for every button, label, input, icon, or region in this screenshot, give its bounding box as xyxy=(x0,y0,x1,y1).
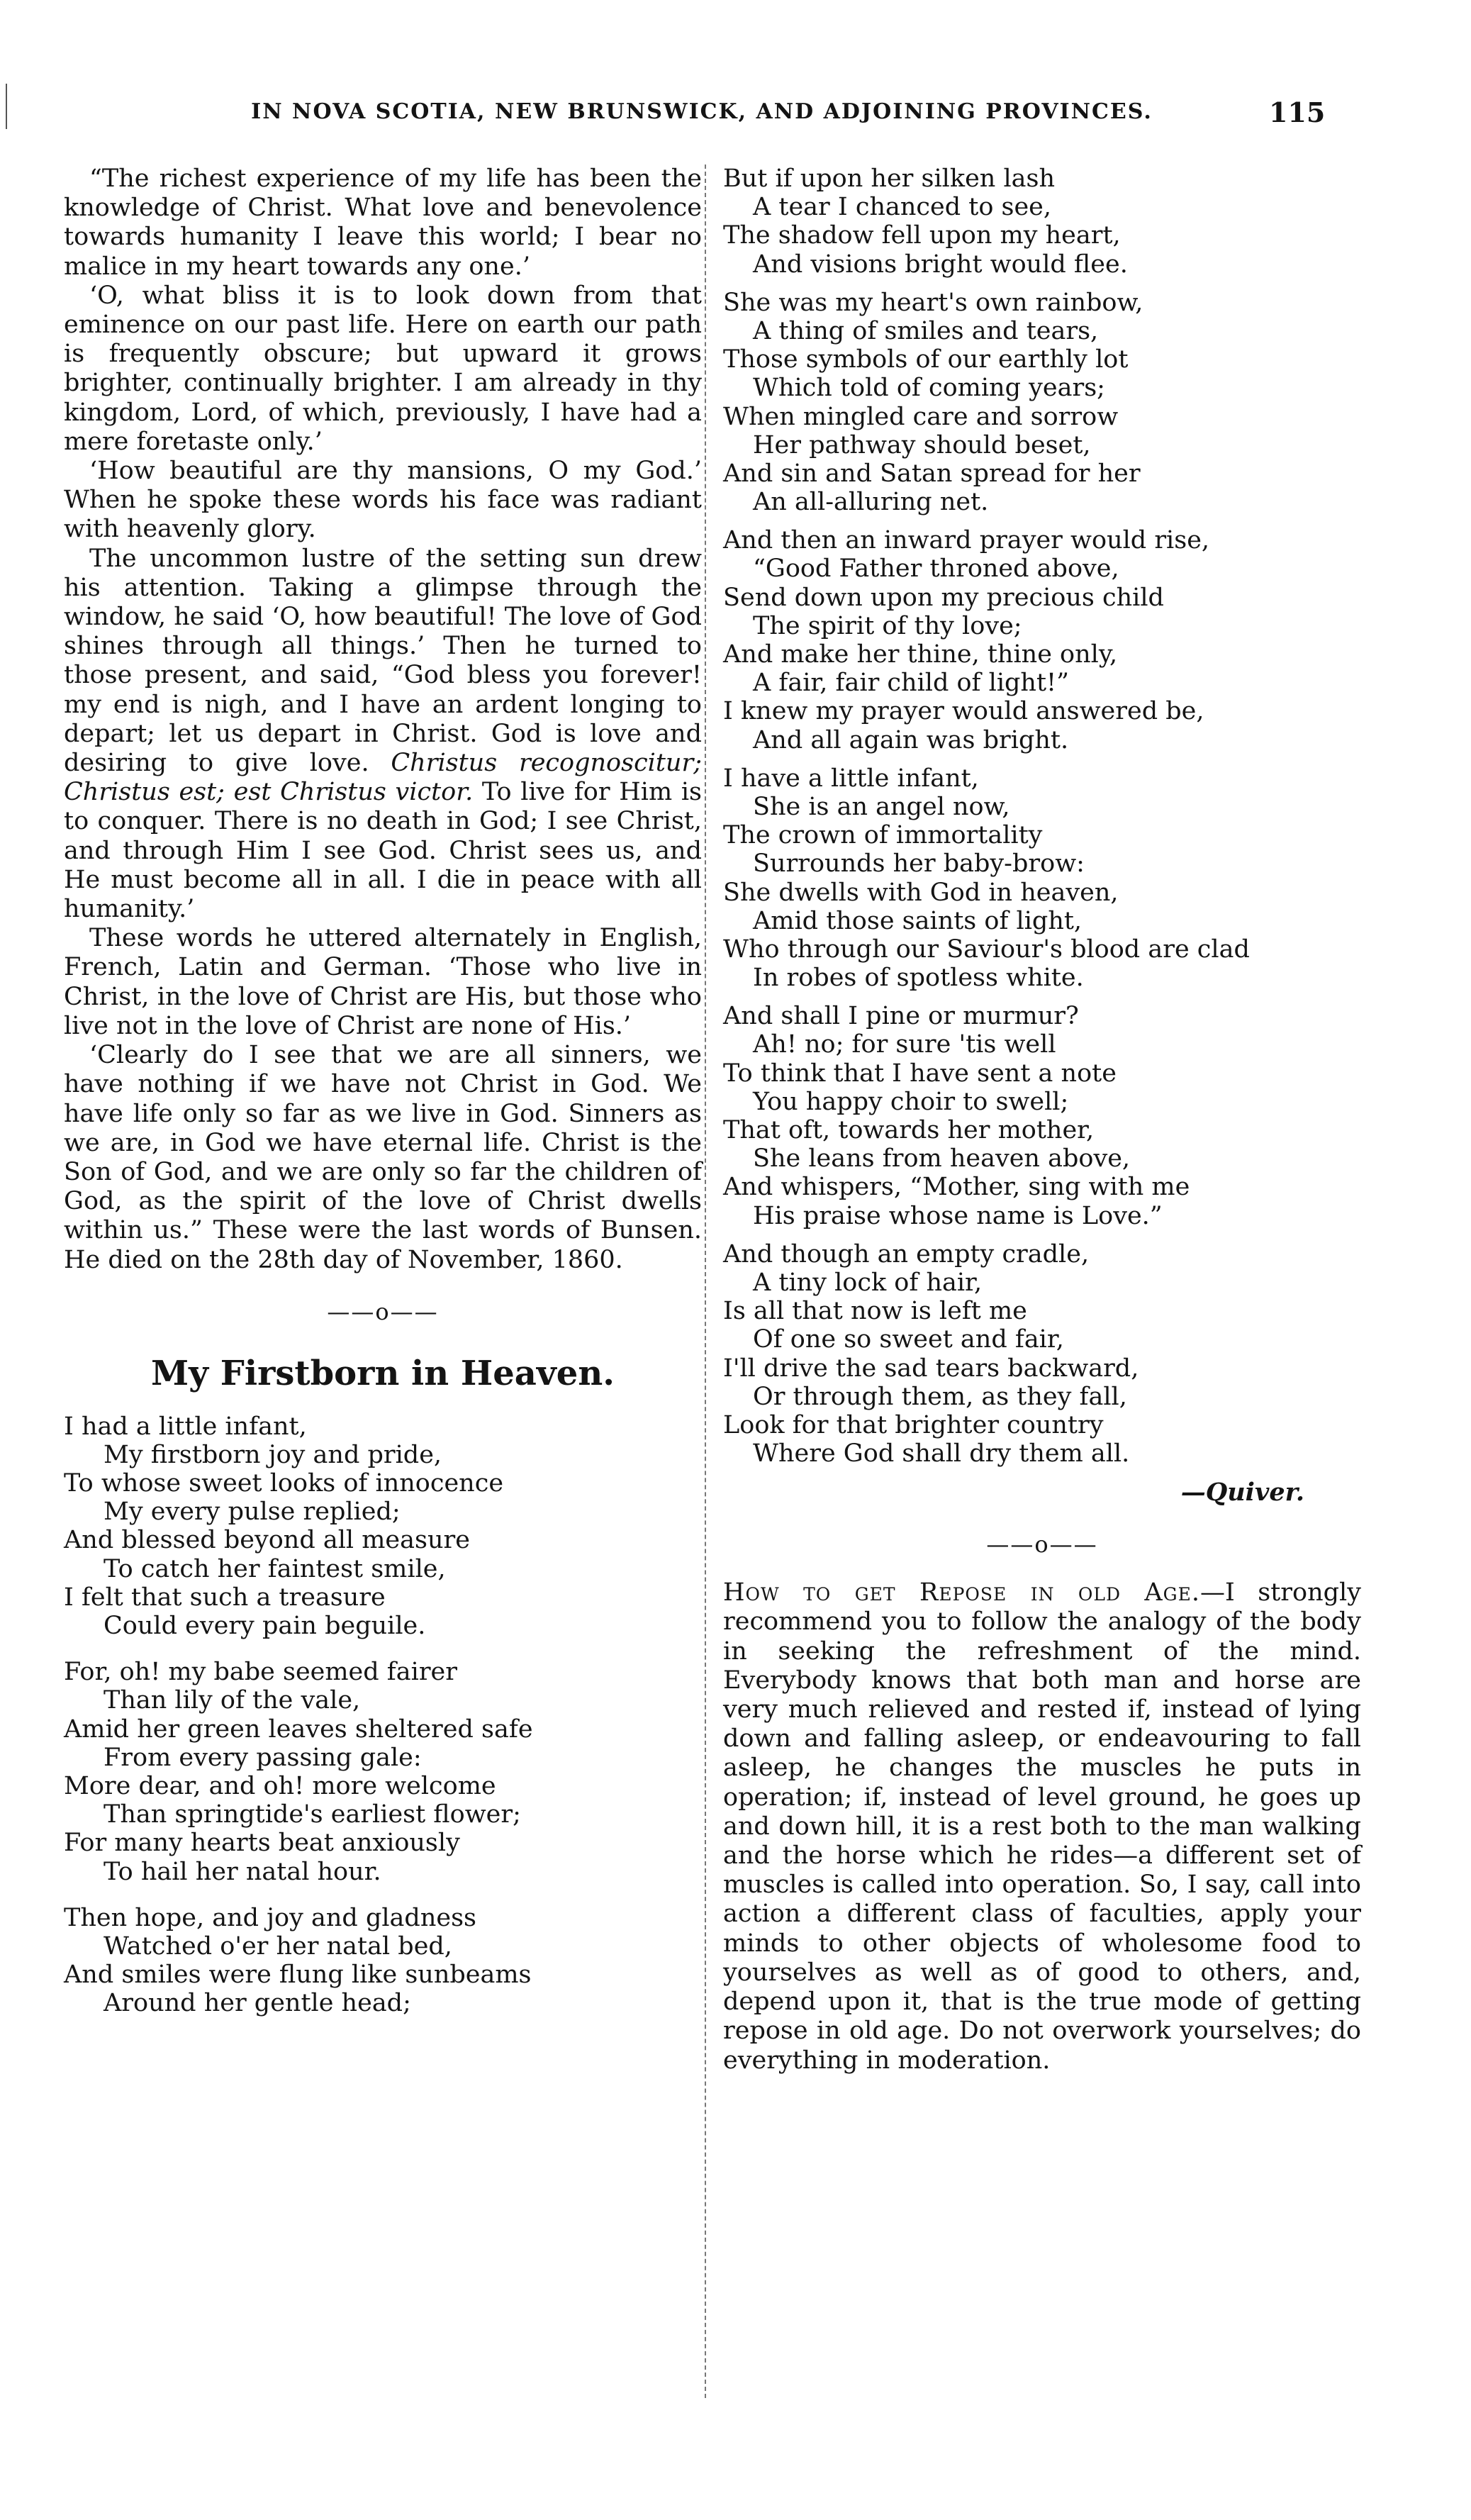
poem-line: The crown of immortality xyxy=(723,821,1043,850)
poem-line: My every pulse replied; xyxy=(104,1498,401,1527)
poem-stanza xyxy=(723,1240,1361,1468)
poem-line: A fair, fair child of light!” xyxy=(753,669,1069,698)
poem-line: A thing of smiles and tears, xyxy=(753,316,1099,345)
poem-line: Who through our Saviour's blood are clad xyxy=(723,935,1250,964)
poem-line: And smiles were flung like sunbeams xyxy=(64,1961,532,1990)
poem-line: For, oh! my babe seemed fairer xyxy=(64,1658,457,1687)
poem-line: An all-alluring net. xyxy=(753,488,989,517)
poem-attribution: —Quiver. xyxy=(1180,1478,1304,1507)
poem-line: You happy choir to swell; xyxy=(753,1087,1069,1116)
poem-stanza xyxy=(64,1658,702,1886)
poem-line: To hail her natal hour. xyxy=(104,1857,381,1886)
poem-line: Could every pain beguile. xyxy=(104,1612,426,1641)
poem-line: And shall I pine or murmur? xyxy=(723,1002,1079,1031)
poem-line: To catch her faintest smile, xyxy=(104,1554,446,1583)
poem-line: She leans from heaven above, xyxy=(753,1144,1131,1173)
page-header xyxy=(0,96,1471,142)
bunsen-quote-4-end: To live for Him is to conquer. There is no death in God; I see Christ, and through Him I see God. Christ sees us, and He must become all in all. I die in peace with all humanity.’ xyxy=(64,778,702,924)
poem-line: And whispers, “Mother, sing with me xyxy=(723,1173,1190,1202)
bunsen-quote-1: “The richest experience of my life has been the knowledge of Christ. What love and benevolence towards humanity I leave this world; I bear no malice in my heart towards any one.’ xyxy=(64,165,702,281)
poem-line: From every passing gale: xyxy=(104,1743,422,1772)
poem-stanza xyxy=(64,1904,702,2018)
article-body: —I strongly recommend you to follow the analogy of the body in seeking the refreshment of the mind. Everybody knows that both man and horse are very much relieved and rested if, instead of lying down and falling asleep, or endeavouring to fall asleep, he changes the muscles he puts in operation; if, instead of level ground, he goes up and down hill, it is a rest both to the man walking and the horse which he rides—a different set of muscles is called into operation. So, I say, call into action a different class of faculties, apply your minds to other objects of wholesome food to yourselves as well as of good to others, and, depend upon it, that is the true mode of getting repose in old age. Do not overwork yourselves; do everything in moderation. xyxy=(723,1578,1361,2075)
poem-line: And all again was bright. xyxy=(753,725,1069,754)
poem-line: Send down upon my precious child xyxy=(723,583,1164,612)
article-heading: How to get Repose in old Age. xyxy=(723,1578,1201,1607)
poem-stanza xyxy=(723,289,1361,517)
poem-line: But if upon her silken lash xyxy=(723,165,1056,193)
poem-line: She was my heart's own rainbow, xyxy=(723,288,1143,317)
poem-line: That oft, towards her mother, xyxy=(723,1116,1095,1144)
poem-line: A tiny lock of hair, xyxy=(753,1268,983,1297)
poem-line: Surrounds her baby-brow: xyxy=(753,849,1085,879)
left-column xyxy=(64,165,702,2035)
poem-stanza xyxy=(64,1412,702,1641)
poem-line: Amid her green leaves sheltered safe xyxy=(64,1715,533,1744)
poem-stanza xyxy=(723,165,1361,279)
bunsen-quote-3: ‘How beautiful are thy mansions, O my God.’ When he spoke these words his face was radiant with heavenly glory. xyxy=(64,457,702,544)
poem-line: Around her gentle head; xyxy=(104,1989,411,2018)
poem-line: Than springtide's earliest flower; xyxy=(104,1800,521,1829)
section-rule: ——o—— xyxy=(986,1531,1098,1559)
poem-line: She is an angel now, xyxy=(753,792,1010,821)
poem-line: Or through them, as they fall, xyxy=(753,1382,1127,1411)
poem-line: And visions bright would flee. xyxy=(753,250,1128,279)
bunsen-quote-4-start: The uncommon lustre of the setting sun drew his attention. Taking a glimpse through the window, he said ‘O, how beautiful! The love of God shines through all things.’ Then he turned to those present, and said, “God bless you forever! my end is nigh, and I have an ardent longing to depart; let us depart in Christ. God is love and desiring to give love. xyxy=(64,544,702,778)
poem-line: Watched o'er her natal bed, xyxy=(104,1931,452,1961)
poem-line: Is all that now is left me xyxy=(723,1297,1027,1326)
poem-line: His praise whose name is Love.” xyxy=(753,1201,1163,1230)
poem-line: Than lily of the vale, xyxy=(104,1686,361,1715)
poem-line: For many hearts beat anxiously xyxy=(64,1829,460,1858)
latin-phrase: Christus recognoscitur; Christus est; est Christus victor. xyxy=(64,749,702,807)
poem-line: The spirit of thy love; xyxy=(753,611,1022,640)
poem-line: More dear, and oh! more welcome xyxy=(64,1771,496,1800)
poem-line: Where God shall dry them all. xyxy=(753,1439,1130,1468)
right-column xyxy=(723,165,1361,2075)
poem-stanza xyxy=(723,1002,1361,1230)
poem-title: My Firstborn in Heaven. xyxy=(151,1353,615,1393)
poem-line: I had a little infant, xyxy=(64,1412,307,1441)
poem-line: And sin and Satan spread for her xyxy=(723,459,1141,488)
poem-line: I knew my prayer would answered be, xyxy=(723,697,1204,726)
poem-line: Which told of coming years; xyxy=(753,374,1105,403)
poem-stanza xyxy=(723,764,1361,993)
poem-line: Of one so sweet and fair, xyxy=(753,1325,1064,1354)
poem-line: “Good Father throned above, xyxy=(753,554,1119,584)
poem-line: Ah! no; for sure 'tis well xyxy=(753,1030,1056,1059)
poem-line: My firstborn joy and pride, xyxy=(104,1440,442,1469)
poem-line: To whose sweet looks of innocence xyxy=(64,1469,504,1498)
repose-article xyxy=(723,1578,1361,2075)
poem-line: And make her thine, thine only, xyxy=(723,640,1118,669)
poem-line: A tear I chanced to see, xyxy=(753,193,1052,222)
bunsen-quote-5: These words he uttered alternately in English, French, Latin and German. ‘Those who live in Christ, in the love of Christ are His, but those who live not in the love of Christ are none of His.’ xyxy=(64,924,702,1040)
poem-line: And blessed beyond all measure xyxy=(64,1526,470,1555)
poem-line: I have a little infant, xyxy=(723,764,979,793)
poem-line: She dwells with God in heaven, xyxy=(723,878,1119,907)
poem-line: Her pathway should beset, xyxy=(753,430,1091,459)
bunsen-quote-6: ‘Clearly do I see that we are all sinners, we have nothing if we have not Christ in God. We have life only so far as we live in God. Sinners as we are, in God we have eternal life. Christ is the Son of God, and we are only so far the children of God, as the spirit of the love of Christ dwells within us.” These were the last words of Bunsen. He died on the 28th day of November, 1860. xyxy=(64,1041,702,1274)
poem-line: Look for that brighter country xyxy=(723,1410,1104,1439)
poem-line: And then an inward prayer would rise, xyxy=(723,526,1210,555)
poem-line: I felt that such a treasure xyxy=(64,1583,386,1612)
poem-line: To think that I have sent a note xyxy=(723,1059,1117,1088)
poem-stanza xyxy=(723,526,1361,754)
column-divider xyxy=(705,165,706,2398)
poem-line: I'll drive the sad tears backward, xyxy=(723,1354,1139,1383)
bunsen-quote-4 xyxy=(64,545,702,925)
running-title: IN NOVA SCOTIA, NEW BRUNSWICK, AND ADJOINING PROVINCES. xyxy=(251,99,1153,124)
page-number: 115 xyxy=(1269,96,1326,128)
bunsen-quote-2: ‘O, what bliss it is to look down from that eminence on our past life. Here on earth our path is frequently obscure; but upward it grows brighter, continually brighter. I am already in thy kingdom, Lord, of which, previously, I have had a mere foretaste only.’ xyxy=(64,281,702,456)
poem-line: Those symbols of our earthly lot xyxy=(723,345,1129,374)
poem-line: The shadow fell upon my heart, xyxy=(723,221,1121,250)
poem-line: And though an empty cradle, xyxy=(723,1239,1090,1269)
poem-line: Amid those saints of light, xyxy=(753,906,1083,935)
poem-line: In robes of spotless white. xyxy=(753,964,1084,993)
poem-line: Then hope, and joy and gladness xyxy=(64,1903,476,1932)
poem-line: When mingled care and sorrow xyxy=(723,402,1119,431)
section-rule: ——o—— xyxy=(327,1298,439,1325)
